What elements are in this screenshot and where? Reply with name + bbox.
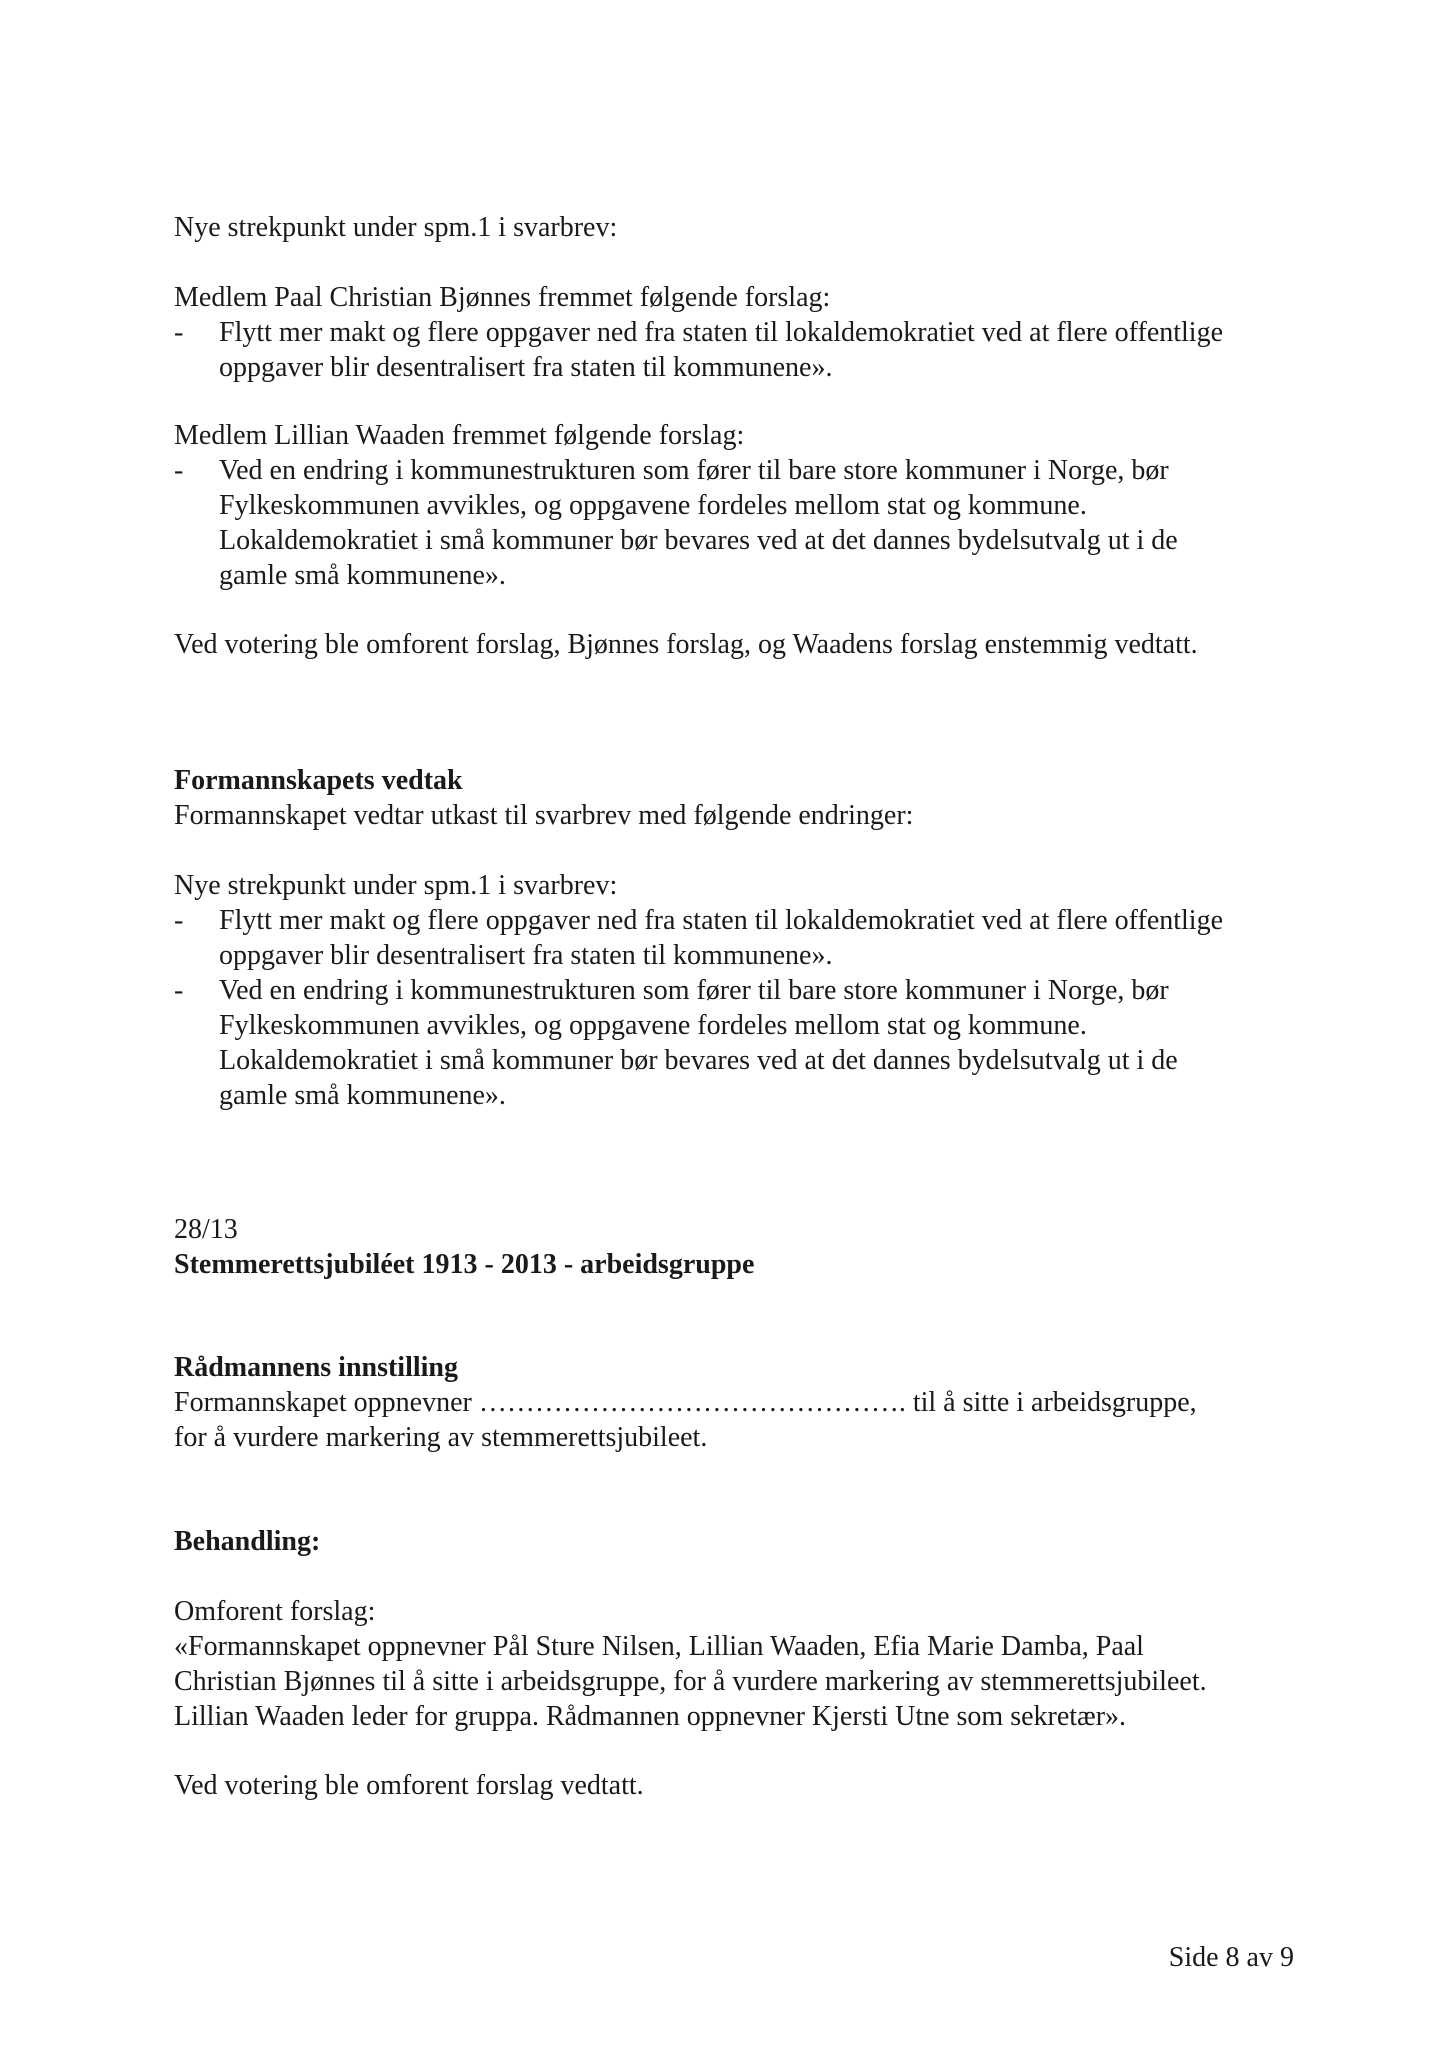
case-title: Stemmerettsjubiléet 1913 - 2013 - arbeidsgruppe	[174, 1249, 755, 1280]
decision-bullet-1	[174, 903, 1294, 973]
bullet-line: oppgaver blir desentralisert fra staten til kommunene».	[219, 940, 833, 971]
bullet-dash: -	[174, 455, 184, 486]
bullet-line: Lokaldemokratiet i små kommuner bør bevares ved at det dannes bydelsutvalg ut i de	[219, 525, 1178, 556]
bullet-line: oppgaver blir desentralisert fra staten til kommunene».	[219, 352, 833, 383]
proposal-waaden-intro: Medlem Lillian Waaden fremmet følgende forslag:	[174, 420, 745, 451]
vote-result-2: Ved votering ble omforent forslag vedtatt.	[174, 1770, 644, 1801]
bullet-line: Ved en endring i kommunestrukturen som fører til bare store kommuner i Norge, bør	[219, 975, 1169, 1006]
proposal-waaden	[174, 418, 1294, 593]
bullet-line: gamle små kommunene».	[219, 560, 506, 591]
bullet-line: gamle små kommunene».	[219, 1080, 506, 1111]
treatment-heading: Behandling:	[174, 1526, 321, 1557]
recommendation-section	[174, 1350, 1294, 1455]
proposal-waaden-bullet	[174, 453, 1294, 593]
recommendation-heading: Rådmannens innstilling	[174, 1352, 458, 1383]
decision-section	[174, 763, 1294, 833]
case-header	[174, 1212, 1294, 1282]
proposal-bjonnes-bullet	[174, 315, 1294, 385]
treatment-line: Christian Bjønnes til å sitte i arbeidsgruppe, for å vurdere markering av stemmerettsjubileet.	[174, 1666, 1207, 1697]
treatment-line: «Formannskapet oppnevner Pål Sture Nilsen, Lillian Waaden, Efia Marie Damba, Paal	[174, 1631, 1144, 1662]
bullet-line: Ved en endring i kommunestrukturen som fører til bare store kommuner i Norge, bør	[219, 455, 1169, 486]
page-number: Side 8 av 9	[1168, 1942, 1294, 1973]
decision-subheading: Nye strekpunkt under spm.1 i svarbrev:	[174, 870, 618, 901]
bullet-dash: -	[174, 317, 184, 348]
bullet-line: Fylkeskommunen avvikles, og oppgavene fordeles mellom stat og kommune.	[219, 1010, 1087, 1041]
case-number: 28/13	[174, 1214, 238, 1245]
decision-bullet-2	[174, 973, 1294, 1113]
intro-heading: Nye strekpunkt under spm.1 i svarbrev:	[174, 212, 618, 243]
recommendation-line: Formannskapet oppnevner ………………………………………. til å sitte i arbeidsgruppe,	[174, 1387, 1197, 1418]
decision-heading: Formannskapets vedtak	[174, 765, 463, 796]
bullet-dash: -	[174, 975, 184, 1006]
proposal-bjonnes-intro: Medlem Paal Christian Bjønnes fremmet følgende forslag:	[174, 282, 831, 313]
treatment-proposal	[174, 1594, 1294, 1734]
decision-points	[174, 868, 1294, 1113]
proposal-bjonnes	[174, 280, 1294, 385]
bullet-line: Flytt mer makt og flere oppgaver ned fra staten til lokaldemokratiet ved at flere offentlige	[219, 317, 1224, 348]
bullet-line: Flytt mer makt og flere oppgaver ned fra staten til lokaldemokratiet ved at flere offentlige	[219, 905, 1224, 936]
recommendation-line: for å vurdere markering av stemmerettsjubileet.	[174, 1422, 708, 1453]
decision-text: Formannskapet vedtar utkast til svarbrev med følgende endringer:	[174, 800, 914, 831]
bullet-line: Lokaldemokratiet i små kommuner bør bevares ved at det dannes bydelsutvalg ut i de	[219, 1045, 1178, 1076]
bullet-dash: -	[174, 905, 184, 936]
vote-result-1: Ved votering ble omforent forslag, Bjønnes forslag, og Waadens forslag enstemmig vedtatt.	[174, 629, 1198, 660]
treatment-subheading: Omforent forslag:	[174, 1596, 376, 1627]
treatment-line: Lillian Waaden leder for gruppa. Rådmannen oppnevner Kjersti Utne som sekretær».	[174, 1701, 1127, 1732]
bullet-line: Fylkeskommunen avvikles, og oppgavene fordeles mellom stat og kommune.	[219, 490, 1087, 521]
